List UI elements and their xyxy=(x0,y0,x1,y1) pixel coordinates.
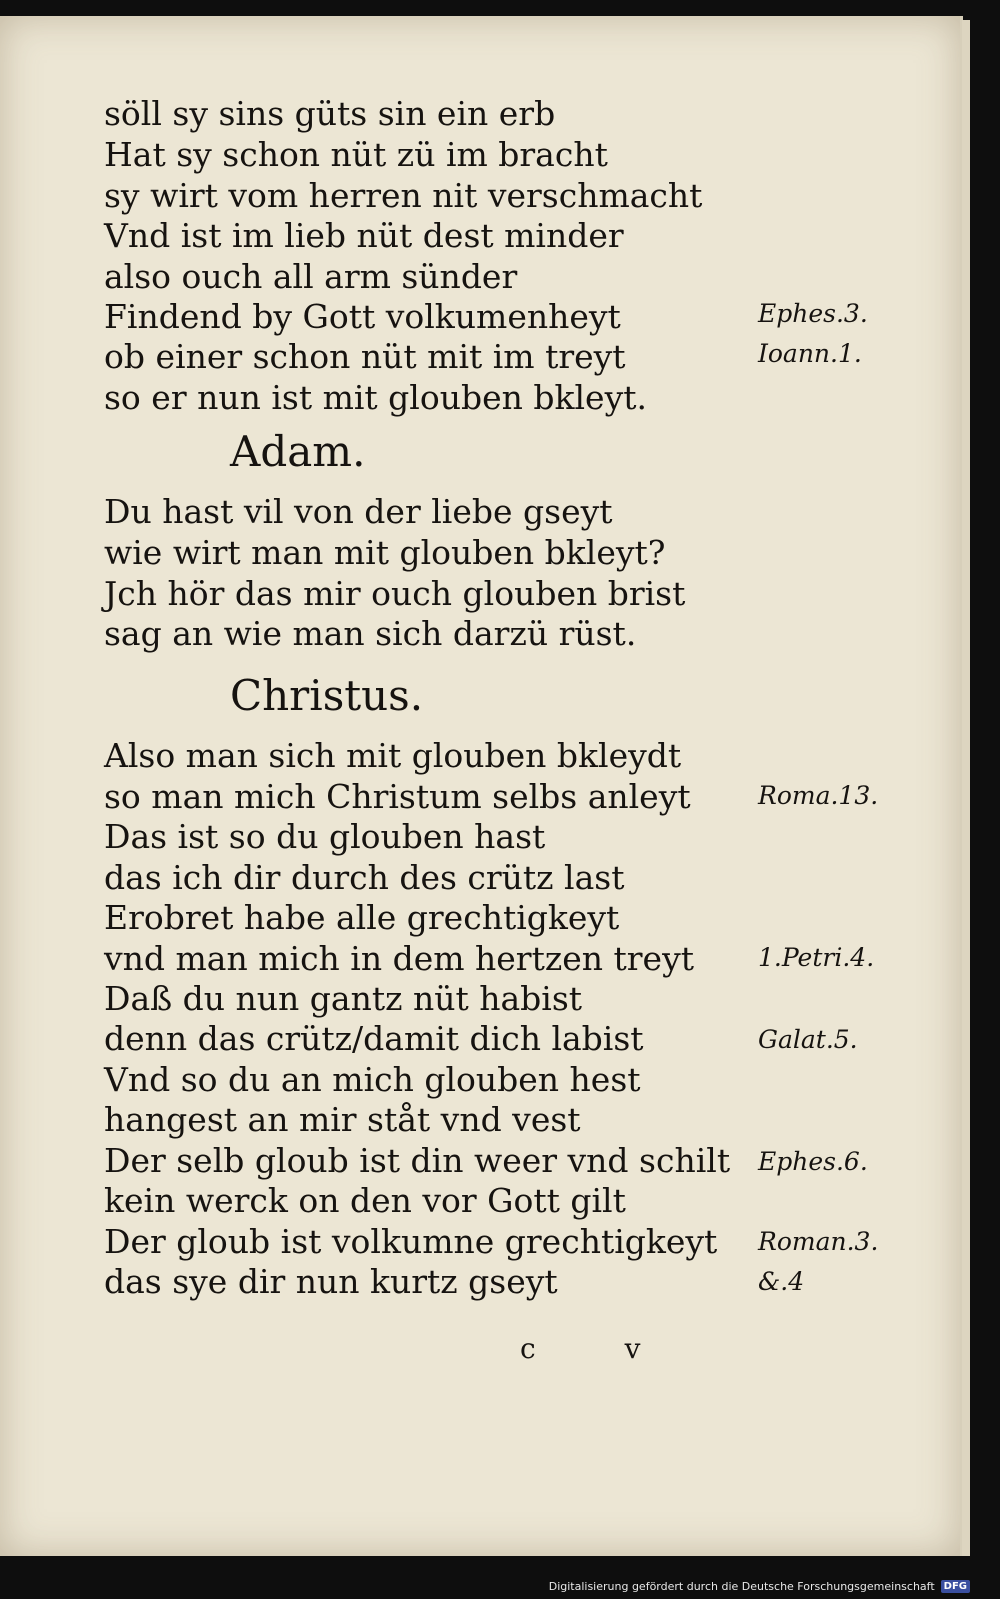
speaker-heading-christus: Christus. xyxy=(230,671,424,720)
verse-line: denn das crütz/damit dich labist xyxy=(104,1019,644,1058)
margin-note: Roman.3. xyxy=(758,1227,879,1256)
margin-note: Ephes.3. xyxy=(758,299,868,328)
verse-line: sag an wie man sich darzü rüst. xyxy=(104,614,637,653)
verse-line: so er nun ist mit glouben bkleyt. xyxy=(104,378,647,417)
verse-line: so man mich Christum selbs anleyt xyxy=(104,777,691,816)
dfg-logo: DFG xyxy=(941,1580,970,1593)
verse-line: Du hast vil von der liebe gseyt xyxy=(104,492,613,531)
verse-line: Vnd ist im lieb nüt dest minder xyxy=(104,216,624,255)
verse-line: Daß du nun gantz nüt habist xyxy=(104,979,583,1018)
verse-line: Vnd so du an mich glouben hest xyxy=(104,1060,641,1099)
verse-line: Jch hör das mir ouch glouben brist xyxy=(104,574,686,613)
signature-mark: c v xyxy=(520,1332,681,1365)
speaker-heading-adam: Adam. xyxy=(230,427,366,476)
margin-note: Roma.13. xyxy=(758,781,879,810)
verse-line: kein werck on den vor Gott gilt xyxy=(104,1181,626,1220)
verse-line: vnd man mich in dem hertzen treyt xyxy=(104,939,694,978)
verse-line: ob einer schon nüt mit im treyt xyxy=(104,337,626,376)
margin-note: 1.Petri.4. xyxy=(758,943,875,972)
verse-line: Also man sich mit glouben bkleydt xyxy=(104,736,682,775)
verse-line: Der selb gloub ist din weer vnd schilt xyxy=(104,1141,731,1180)
margin-note: &.4 xyxy=(758,1267,805,1296)
verse-line: Findend by Gott volkumenheyt xyxy=(104,297,621,336)
verse-line: das ich dir durch des crütz last xyxy=(104,858,625,897)
verse-line: hangest an mir ståt vnd vest xyxy=(104,1100,581,1139)
verse-line: Erobret habe alle grechtigkeyt xyxy=(104,898,620,937)
verse-line: Das ist so du glouben hast xyxy=(104,817,546,856)
verse-line: sy wirt vom herren nit verschmacht xyxy=(104,176,703,215)
verse-line: wie wirt man mit glouben bkleyt? xyxy=(104,533,666,572)
margin-note: Ioann.1. xyxy=(758,339,862,368)
margin-note: Galat.5. xyxy=(758,1025,858,1054)
verse-line: also ouch all arm sünder xyxy=(104,257,518,296)
verse-line: Der gloub ist volkumne grechtigkeyt xyxy=(104,1222,718,1261)
margin-note: Ephes.6. xyxy=(758,1147,868,1176)
verse-line: söll sy sins güts sin ein erb xyxy=(104,94,556,133)
book-page xyxy=(0,16,963,1556)
digitization-footer xyxy=(549,1580,970,1593)
verse-line: Hat sy schon nüt zü im bracht xyxy=(104,135,608,174)
page-edge xyxy=(962,20,970,1556)
footer-text: Digitalisierung gefördert durch die Deutsche Forschungsgemeinschaft xyxy=(548,1580,935,1593)
verse-line: das sye dir nun kurtz gseyt xyxy=(104,1262,558,1301)
